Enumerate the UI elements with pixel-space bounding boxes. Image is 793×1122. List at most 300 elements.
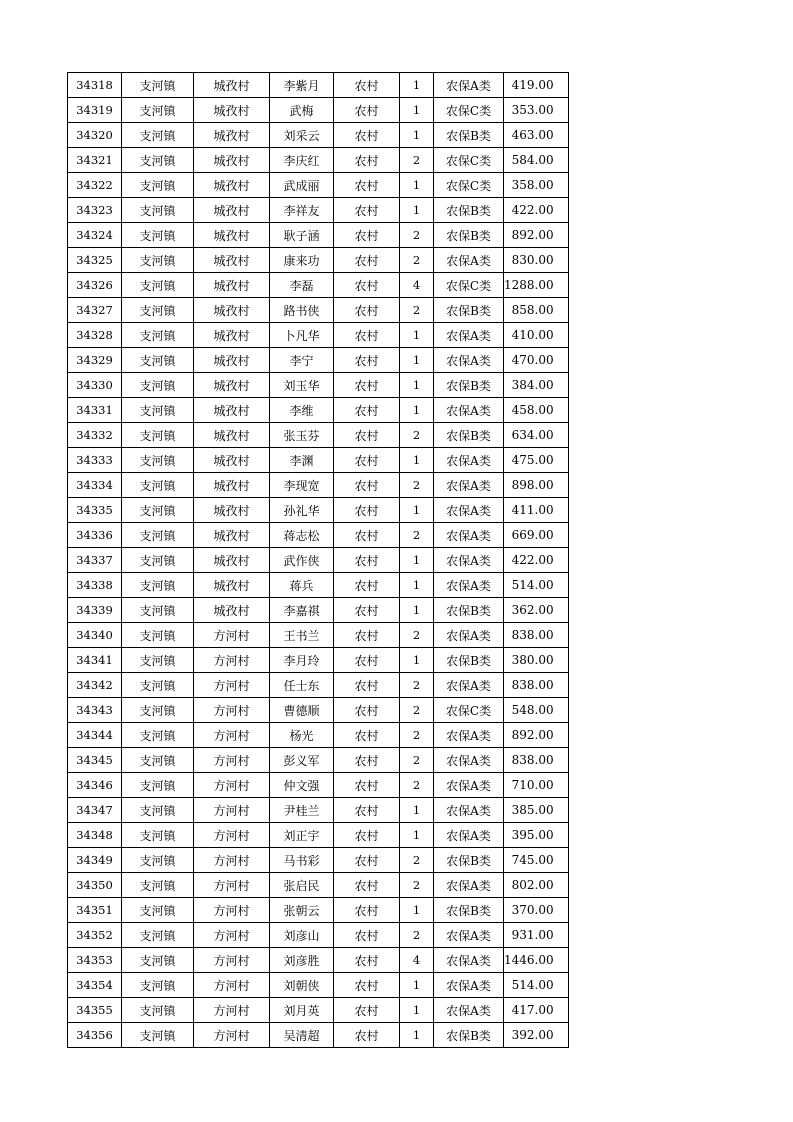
member-count-cell: 1	[400, 73, 434, 98]
amount-cell: 745.00	[504, 848, 569, 873]
name-cell: 李庆红	[270, 148, 334, 173]
village-cell: 城孜村	[194, 273, 270, 298]
row-id-cell: 34322	[68, 173, 122, 198]
household-type-cell: 农村	[334, 1023, 400, 1048]
data-table	[67, 72, 569, 1048]
member-count-cell: 2	[400, 773, 434, 798]
row-id-cell: 34335	[68, 498, 122, 523]
member-count-cell: 1	[400, 648, 434, 673]
name-cell: 张朝云	[270, 898, 334, 923]
insurance-class-cell: 农保B类	[434, 123, 504, 148]
table-row	[68, 673, 569, 698]
insurance-class-cell: 农保C类	[434, 148, 504, 173]
amount-cell: 514.00	[504, 973, 569, 998]
household-type-cell: 农村	[334, 948, 400, 973]
village-cell: 城孜村	[194, 373, 270, 398]
member-count-cell: 4	[400, 948, 434, 973]
name-cell: 张启民	[270, 873, 334, 898]
household-type-cell: 农村	[334, 123, 400, 148]
member-count-cell: 2	[400, 298, 434, 323]
member-count-cell: 1	[400, 348, 434, 373]
village-cell: 城孜村	[194, 223, 270, 248]
name-cell: 刘采云	[270, 123, 334, 148]
member-count-cell: 2	[400, 523, 434, 548]
township-cell: 支河镇	[122, 323, 194, 348]
table-row	[68, 448, 569, 473]
member-count-cell: 1	[400, 198, 434, 223]
village-cell: 方河村	[194, 623, 270, 648]
insurance-class-cell: 农保A类	[434, 948, 504, 973]
row-id-cell: 34327	[68, 298, 122, 323]
amount-cell: 370.00	[504, 898, 569, 923]
row-id-cell: 34336	[68, 523, 122, 548]
member-count-cell: 2	[400, 723, 434, 748]
table-row	[68, 473, 569, 498]
insurance-class-cell: 农保B类	[434, 1023, 504, 1048]
name-cell: 任士东	[270, 673, 334, 698]
amount-cell: 395.00	[504, 823, 569, 848]
amount-cell: 802.00	[504, 873, 569, 898]
township-cell: 支河镇	[122, 423, 194, 448]
row-id-cell: 34332	[68, 423, 122, 448]
township-cell: 支河镇	[122, 673, 194, 698]
row-id-cell: 34328	[68, 323, 122, 348]
township-cell: 支河镇	[122, 448, 194, 473]
household-type-cell: 农村	[334, 998, 400, 1023]
row-id-cell: 34344	[68, 723, 122, 748]
village-cell: 城孜村	[194, 323, 270, 348]
row-id-cell: 34346	[68, 773, 122, 798]
row-id-cell: 34339	[68, 598, 122, 623]
household-type-cell: 农村	[334, 523, 400, 548]
amount-cell: 898.00	[504, 473, 569, 498]
row-id-cell: 34326	[68, 273, 122, 298]
name-cell: 李磊	[270, 273, 334, 298]
table-row	[68, 773, 569, 798]
village-cell: 方河村	[194, 873, 270, 898]
amount-cell: 410.00	[504, 323, 569, 348]
amount-cell: 892.00	[504, 723, 569, 748]
household-type-cell: 农村	[334, 923, 400, 948]
table-row	[68, 323, 569, 348]
township-cell: 支河镇	[122, 998, 194, 1023]
member-count-cell: 2	[400, 698, 434, 723]
name-cell: 李现宽	[270, 473, 334, 498]
village-cell: 城孜村	[194, 173, 270, 198]
row-id-cell: 34356	[68, 1023, 122, 1048]
table-row	[68, 348, 569, 373]
township-cell: 支河镇	[122, 923, 194, 948]
amount-cell: 475.00	[504, 448, 569, 473]
name-cell: 孙礼华	[270, 498, 334, 523]
village-cell: 城孜村	[194, 248, 270, 273]
insurance-class-cell: 农保A类	[434, 523, 504, 548]
insurance-class-cell: 农保C类	[434, 173, 504, 198]
row-id-cell: 34343	[68, 698, 122, 723]
amount-cell: 458.00	[504, 398, 569, 423]
village-cell: 方河村	[194, 673, 270, 698]
amount-cell: 830.00	[504, 248, 569, 273]
township-cell: 支河镇	[122, 198, 194, 223]
table-row	[68, 498, 569, 523]
table-row	[68, 198, 569, 223]
table-row	[68, 523, 569, 548]
name-cell: 路书侠	[270, 298, 334, 323]
table-row	[68, 573, 569, 598]
village-cell: 方河村	[194, 723, 270, 748]
village-cell: 方河村	[194, 898, 270, 923]
amount-cell: 892.00	[504, 223, 569, 248]
row-id-cell: 34323	[68, 198, 122, 223]
amount-cell: 548.00	[504, 698, 569, 723]
table-row	[68, 273, 569, 298]
row-id-cell: 34333	[68, 448, 122, 473]
household-type-cell: 农村	[334, 273, 400, 298]
row-id-cell: 34349	[68, 848, 122, 873]
name-cell: 李紫月	[270, 73, 334, 98]
township-cell: 支河镇	[122, 348, 194, 373]
insurance-class-cell: 农保C类	[434, 98, 504, 123]
insurance-class-cell: 农保A类	[434, 973, 504, 998]
table-row	[68, 623, 569, 648]
member-count-cell: 1	[400, 373, 434, 398]
township-cell: 支河镇	[122, 148, 194, 173]
household-type-cell: 农村	[334, 748, 400, 773]
name-cell: 刘月英	[270, 998, 334, 1023]
table-row	[68, 248, 569, 273]
insurance-class-cell: 农保B类	[434, 598, 504, 623]
amount-cell: 858.00	[504, 298, 569, 323]
name-cell: 刘玉华	[270, 373, 334, 398]
row-id-cell: 34334	[68, 473, 122, 498]
name-cell: 蒋志松	[270, 523, 334, 548]
amount-cell: 385.00	[504, 798, 569, 823]
row-id-cell: 34354	[68, 973, 122, 998]
row-id-cell: 34340	[68, 623, 122, 648]
amount-cell: 358.00	[504, 173, 569, 198]
insurance-class-cell: 农保B类	[434, 898, 504, 923]
insurance-class-cell: 农保B类	[434, 648, 504, 673]
household-type-cell: 农村	[334, 848, 400, 873]
household-type-cell: 农村	[334, 198, 400, 223]
village-cell: 方河村	[194, 773, 270, 798]
amount-cell: 392.00	[504, 1023, 569, 1048]
name-cell: 耿子涵	[270, 223, 334, 248]
village-cell: 方河村	[194, 998, 270, 1023]
name-cell: 李祥友	[270, 198, 334, 223]
member-count-cell: 1	[400, 823, 434, 848]
table-row	[68, 948, 569, 973]
name-cell: 刘正宇	[270, 823, 334, 848]
household-type-cell: 农村	[334, 798, 400, 823]
village-cell: 方河村	[194, 973, 270, 998]
household-type-cell: 农村	[334, 73, 400, 98]
row-id-cell: 34321	[68, 148, 122, 173]
village-cell: 方河村	[194, 948, 270, 973]
row-id-cell: 34350	[68, 873, 122, 898]
name-cell: 武梅	[270, 98, 334, 123]
village-cell: 方河村	[194, 648, 270, 673]
name-cell: 康来功	[270, 248, 334, 273]
name-cell: 马书彩	[270, 848, 334, 873]
name-cell: 李嘉祺	[270, 598, 334, 623]
household-type-cell: 农村	[334, 248, 400, 273]
household-type-cell: 农村	[334, 298, 400, 323]
household-type-cell: 农村	[334, 148, 400, 173]
row-id-cell: 34331	[68, 398, 122, 423]
amount-cell: 1288.00	[504, 273, 569, 298]
household-type-cell: 农村	[334, 873, 400, 898]
row-id-cell: 34320	[68, 123, 122, 148]
table-row	[68, 598, 569, 623]
row-id-cell: 34337	[68, 548, 122, 573]
household-type-cell: 农村	[334, 623, 400, 648]
member-count-cell: 2	[400, 673, 434, 698]
insurance-class-cell: 农保A类	[434, 923, 504, 948]
township-cell: 支河镇	[122, 648, 194, 673]
member-count-cell: 2	[400, 623, 434, 648]
insurance-class-cell: 农保B类	[434, 298, 504, 323]
township-cell: 支河镇	[122, 273, 194, 298]
household-type-cell: 农村	[334, 423, 400, 448]
amount-cell: 470.00	[504, 348, 569, 373]
amount-cell: 1446.00	[504, 948, 569, 973]
member-count-cell: 1	[400, 498, 434, 523]
table-row	[68, 973, 569, 998]
name-cell: 李渊	[270, 448, 334, 473]
insurance-class-cell: 农保A类	[434, 348, 504, 373]
name-cell: 刘朝侠	[270, 973, 334, 998]
table-row	[68, 798, 569, 823]
table-row	[68, 173, 569, 198]
insurance-class-cell: 农保A类	[434, 823, 504, 848]
name-cell: 张玉芬	[270, 423, 334, 448]
household-type-cell: 农村	[334, 373, 400, 398]
row-id-cell: 34352	[68, 923, 122, 948]
amount-cell: 514.00	[504, 573, 569, 598]
village-cell: 城孜村	[194, 148, 270, 173]
household-type-cell: 农村	[334, 98, 400, 123]
table-row	[68, 898, 569, 923]
township-cell: 支河镇	[122, 898, 194, 923]
name-cell: 武作侠	[270, 548, 334, 573]
row-id-cell: 34330	[68, 373, 122, 398]
member-count-cell: 1	[400, 398, 434, 423]
table-row	[68, 398, 569, 423]
member-count-cell: 1	[400, 323, 434, 348]
insurance-class-cell: 农保A类	[434, 323, 504, 348]
village-cell: 方河村	[194, 848, 270, 873]
row-id-cell: 34325	[68, 248, 122, 273]
amount-cell: 669.00	[504, 523, 569, 548]
table-row	[68, 698, 569, 723]
amount-cell: 384.00	[504, 373, 569, 398]
household-type-cell: 农村	[334, 973, 400, 998]
village-cell: 城孜村	[194, 473, 270, 498]
household-type-cell: 农村	[334, 473, 400, 498]
township-cell: 支河镇	[122, 598, 194, 623]
row-id-cell: 34351	[68, 898, 122, 923]
insurance-class-cell: 农保A类	[434, 548, 504, 573]
name-cell: 刘彦胜	[270, 948, 334, 973]
name-cell: 武成丽	[270, 173, 334, 198]
member-count-cell: 1	[400, 123, 434, 148]
table-row	[68, 648, 569, 673]
village-cell: 方河村	[194, 748, 270, 773]
household-type-cell: 农村	[334, 773, 400, 798]
name-cell: 李月玲	[270, 648, 334, 673]
insurance-class-cell: 农保A类	[434, 748, 504, 773]
village-cell: 城孜村	[194, 298, 270, 323]
village-cell: 方河村	[194, 823, 270, 848]
village-cell: 方河村	[194, 1023, 270, 1048]
amount-cell: 584.00	[504, 148, 569, 173]
amount-cell: 411.00	[504, 498, 569, 523]
member-count-cell: 2	[400, 148, 434, 173]
member-count-cell: 1	[400, 98, 434, 123]
row-id-cell: 34319	[68, 98, 122, 123]
township-cell: 支河镇	[122, 698, 194, 723]
member-count-cell: 2	[400, 748, 434, 773]
member-count-cell: 4	[400, 273, 434, 298]
insurance-class-cell: 农保A类	[434, 873, 504, 898]
table-row	[68, 298, 569, 323]
township-cell: 支河镇	[122, 373, 194, 398]
village-cell: 城孜村	[194, 423, 270, 448]
row-id-cell: 34341	[68, 648, 122, 673]
township-cell: 支河镇	[122, 623, 194, 648]
village-cell: 城孜村	[194, 73, 270, 98]
name-cell: 吴清超	[270, 1023, 334, 1048]
row-id-cell: 34348	[68, 823, 122, 848]
table-row	[68, 923, 569, 948]
member-count-cell: 1	[400, 1023, 434, 1048]
amount-cell: 422.00	[504, 198, 569, 223]
insurance-class-cell: 农保A类	[434, 773, 504, 798]
table-row	[68, 373, 569, 398]
household-type-cell: 农村	[334, 698, 400, 723]
insurance-class-cell: 农保A类	[434, 723, 504, 748]
row-id-cell: 34353	[68, 948, 122, 973]
insurance-class-cell: 农保A类	[434, 998, 504, 1023]
township-cell: 支河镇	[122, 723, 194, 748]
name-cell: 卜凡华	[270, 323, 334, 348]
amount-cell: 419.00	[504, 73, 569, 98]
table-row	[68, 723, 569, 748]
table-row	[68, 223, 569, 248]
amount-cell: 353.00	[504, 98, 569, 123]
township-cell: 支河镇	[122, 473, 194, 498]
township-cell: 支河镇	[122, 98, 194, 123]
household-type-cell: 农村	[334, 323, 400, 348]
township-cell: 支河镇	[122, 298, 194, 323]
household-type-cell: 农村	[334, 448, 400, 473]
member-count-cell: 1	[400, 573, 434, 598]
household-type-cell: 农村	[334, 598, 400, 623]
township-cell: 支河镇	[122, 498, 194, 523]
insurance-class-cell: 农保C类	[434, 698, 504, 723]
household-type-cell: 农村	[334, 498, 400, 523]
row-id-cell: 34338	[68, 573, 122, 598]
household-type-cell: 农村	[334, 573, 400, 598]
insurance-class-cell: 农保A类	[434, 573, 504, 598]
township-cell: 支河镇	[122, 123, 194, 148]
township-cell: 支河镇	[122, 848, 194, 873]
township-cell: 支河镇	[122, 173, 194, 198]
amount-cell: 931.00	[504, 923, 569, 948]
insurance-class-cell: 农保B类	[434, 223, 504, 248]
member-count-cell: 2	[400, 423, 434, 448]
row-id-cell: 34347	[68, 798, 122, 823]
name-cell: 李宁	[270, 348, 334, 373]
table-row	[68, 73, 569, 98]
amount-cell: 838.00	[504, 623, 569, 648]
member-count-cell: 2	[400, 473, 434, 498]
member-count-cell: 1	[400, 898, 434, 923]
village-cell: 城孜村	[194, 198, 270, 223]
amount-cell: 634.00	[504, 423, 569, 448]
insurance-class-cell: 农保A类	[434, 623, 504, 648]
table-row	[68, 998, 569, 1023]
name-cell: 杨光	[270, 723, 334, 748]
village-cell: 方河村	[194, 798, 270, 823]
insurance-class-cell: 农保C类	[434, 273, 504, 298]
insurance-class-cell: 农保B类	[434, 198, 504, 223]
village-cell: 城孜村	[194, 573, 270, 598]
household-type-cell: 农村	[334, 548, 400, 573]
township-cell: 支河镇	[122, 973, 194, 998]
name-cell: 曹德顺	[270, 698, 334, 723]
township-cell: 支河镇	[122, 748, 194, 773]
amount-cell: 362.00	[504, 598, 569, 623]
table-row	[68, 423, 569, 448]
village-cell: 城孜村	[194, 348, 270, 373]
household-type-cell: 农村	[334, 673, 400, 698]
table-row	[68, 123, 569, 148]
village-cell: 方河村	[194, 923, 270, 948]
name-cell: 刘彦山	[270, 923, 334, 948]
village-cell: 城孜村	[194, 398, 270, 423]
name-cell: 王书兰	[270, 623, 334, 648]
member-count-cell: 1	[400, 998, 434, 1023]
township-cell: 支河镇	[122, 1023, 194, 1048]
table-body	[68, 73, 569, 1048]
village-cell: 城孜村	[194, 98, 270, 123]
amount-cell: 417.00	[504, 998, 569, 1023]
insurance-class-cell: 农保A类	[434, 73, 504, 98]
row-id-cell: 34324	[68, 223, 122, 248]
member-count-cell: 1	[400, 548, 434, 573]
member-count-cell: 1	[400, 448, 434, 473]
household-type-cell: 农村	[334, 723, 400, 748]
township-cell: 支河镇	[122, 523, 194, 548]
household-type-cell: 农村	[334, 398, 400, 423]
member-count-cell: 2	[400, 223, 434, 248]
amount-cell: 422.00	[504, 548, 569, 573]
amount-cell: 838.00	[504, 748, 569, 773]
township-cell: 支河镇	[122, 223, 194, 248]
village-cell: 城孜村	[194, 123, 270, 148]
amount-cell: 463.00	[504, 123, 569, 148]
household-type-cell: 农村	[334, 223, 400, 248]
insurance-class-cell: 农保B类	[434, 423, 504, 448]
insurance-class-cell: 农保A类	[434, 673, 504, 698]
name-cell: 仲文强	[270, 773, 334, 798]
table-row	[68, 823, 569, 848]
township-cell: 支河镇	[122, 548, 194, 573]
member-count-cell: 1	[400, 798, 434, 823]
township-cell: 支河镇	[122, 248, 194, 273]
